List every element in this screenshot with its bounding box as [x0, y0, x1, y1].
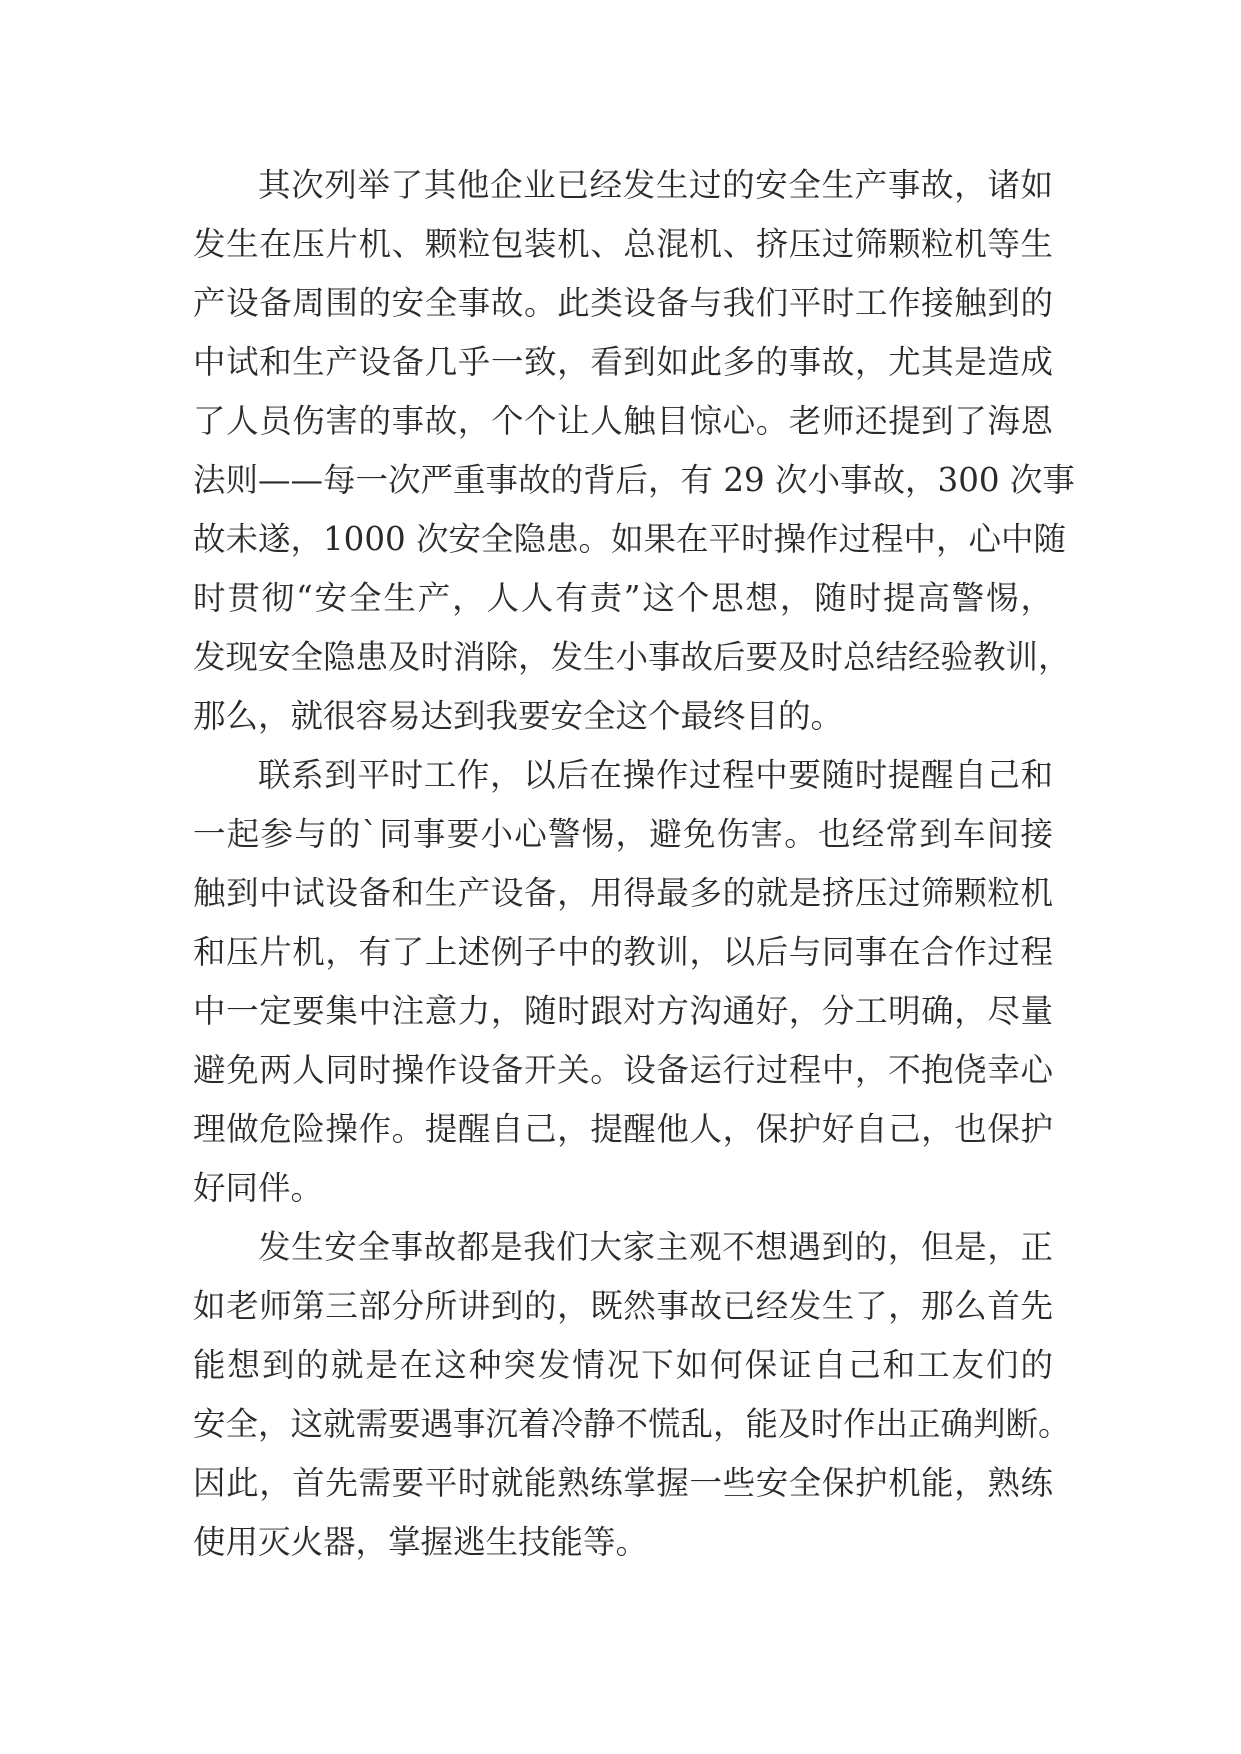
- text-line: 发现安全隐患及时消除，发生小事故后要及时总结经验教训，: [193, 638, 1071, 676]
- text-line: 如老师第三部分所讲到的，既然事故已经发生了，那么首先: [193, 1287, 1053, 1325]
- paragraph-2: [193, 746, 1053, 1218]
- text-line: 安全，这就需要遇事沉着冷静不慌乱，能及时作出正确判断。: [193, 1405, 1071, 1443]
- text-line: 一起参与的`同事要小心警惕，避免伤害。也经常到车间接: [193, 815, 1053, 853]
- paragraph-1: [193, 156, 1075, 746]
- text-line: 使用灭火器，掌握逃生技能等。: [193, 1523, 649, 1561]
- text-line: 产设备周围的安全事故。此类设备与我们平时工作接触到的: [193, 284, 1053, 322]
- body-text: [193, 156, 1075, 1572]
- text-line: 其次列举了其他企业已经发生过的安全生产事故，诸如: [258, 166, 1053, 204]
- text-line: 发生安全事故都是我们大家主观不想遇到的，但是，正: [258, 1228, 1053, 1266]
- text-line: 避免两人同时操作设备开关。设备运行过程中，不抱侥幸心: [193, 1051, 1053, 1089]
- text-line: 能想到的就是在这种突发情况下如何保证自己和工友们的: [193, 1346, 1053, 1384]
- text-line: 好同伴。: [193, 1169, 324, 1207]
- text-line: 联系到平时工作，以后在操作过程中要随时提醒自己和: [258, 756, 1053, 794]
- text-line: 法则——每一次严重事故的背后，有 29 次小事故，300 次事: [193, 461, 1075, 499]
- text-line: 那么，就很容易达到我要安全这个最终目的。: [193, 697, 844, 735]
- text-line: 触到中试设备和生产设备，用得最多的就是挤压过筛颗粒机: [193, 874, 1053, 912]
- text-line: 因此，首先需要平时就能熟练掌握一些安全保护机能，熟练: [193, 1464, 1053, 1502]
- text-line: 故未遂，1000 次安全隐患。如果在平时操作过程中，心中随: [193, 520, 1067, 558]
- paragraph-3: [193, 1218, 1071, 1572]
- text-line: 和压片机，有了上述例子中的教训，以后与同事在合作过程: [193, 933, 1053, 971]
- text-line: 发生在压片机、颗粒包装机、总混机、挤压过筛颗粒机等生: [193, 225, 1053, 263]
- text-line: 中试和生产设备几乎一致，看到如此多的事故，尤其是造成: [193, 343, 1053, 381]
- text-line: 时贯彻“安全生产，人人有责”这个思想，随时提高警惕，: [193, 579, 1053, 617]
- text-line: 了人员伤害的事故，个个让人触目惊心。老师还提到了海恩: [193, 402, 1053, 440]
- text-line: 中一定要集中注意力，随时跟对方沟通好，分工明确，尽量: [193, 992, 1053, 1030]
- text-line: 理做危险操作。提醒自己，提醒他人，保护好自己，也保护: [193, 1110, 1053, 1148]
